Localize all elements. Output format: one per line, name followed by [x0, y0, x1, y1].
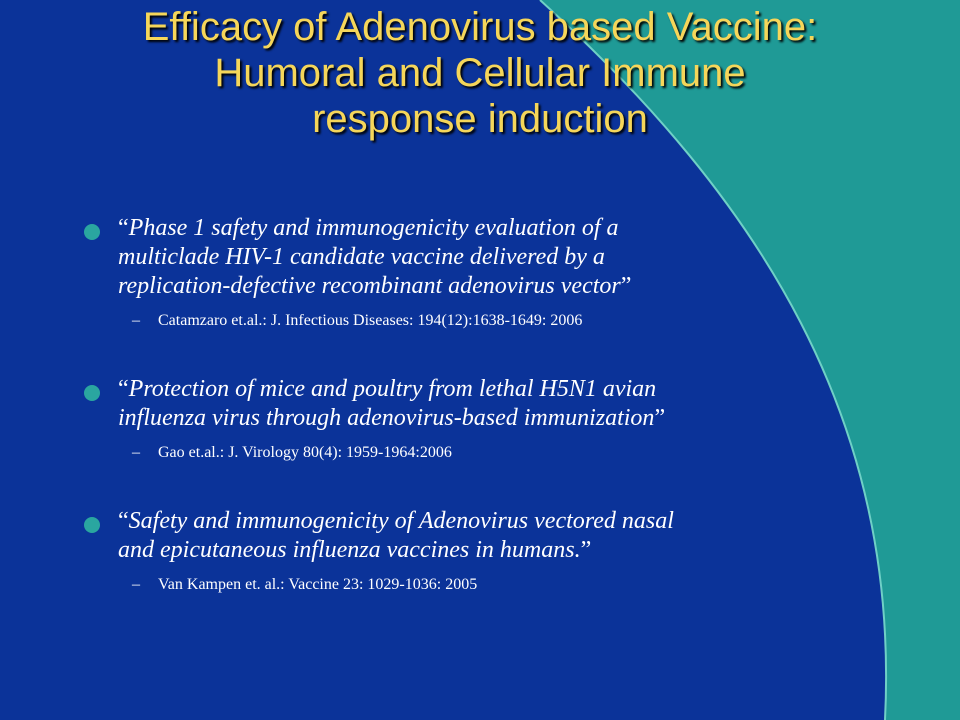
bullet-1-line-2: multiclade HIV-1 candidate vaccine delivered by a: [118, 244, 605, 270]
citation-2: [82, 443, 882, 463]
bullet-dot-icon: [84, 385, 100, 401]
bullet-3-line-1: “Safety and immunogenicity of Adenovirus vectored nasal: [118, 508, 674, 534]
citation-dash: –: [132, 576, 140, 593]
citation-dash: –: [132, 312, 140, 329]
bullet-item-2: [82, 375, 882, 433]
bullet-item-3: [82, 507, 882, 565]
citation-3-text: Van Kampen et. al.: Vaccine 23: 1029-1036: 2005: [158, 576, 478, 593]
title-line-1: Efficacy of Adenovirus based Vaccine:: [142, 5, 818, 49]
citation-2-text: Gao et.al.: J. Virology 80(4): 1959-1964:2006: [158, 444, 452, 461]
bullet-list: [82, 214, 882, 595]
citation-dash: –: [132, 444, 140, 461]
citation-3: [82, 575, 882, 595]
bullet-3-line-2: and epicutaneous influenza vaccines in humans.”: [118, 537, 592, 563]
citation-1-text: Catamzaro et.al.: J. Infectious Diseases: 194(12):1638-1649: 2006: [158, 312, 583, 329]
bullet-2-line-2: influenza virus through adenovirus-based immunization”: [118, 405, 666, 431]
bullet-1-line-3: replication-defective recombinant adenovirus vector”: [118, 273, 632, 299]
bullet-item-1: [82, 214, 882, 301]
citation-1: [82, 311, 882, 331]
bullet-2-line-1: “Protection of mice and poultry from lethal H5N1 avian: [118, 376, 657, 402]
bullet-dot-icon: [84, 517, 100, 533]
title-line-2: Humoral and Cellular Immune: [214, 51, 746, 95]
title-line-3: response induction: [312, 97, 648, 141]
slide-title: [0, 4, 960, 142]
bullet-dot-icon: [84, 224, 100, 240]
bullet-1-line-1: “Phase 1 safety and immunogenicity evaluation of a: [118, 215, 619, 241]
